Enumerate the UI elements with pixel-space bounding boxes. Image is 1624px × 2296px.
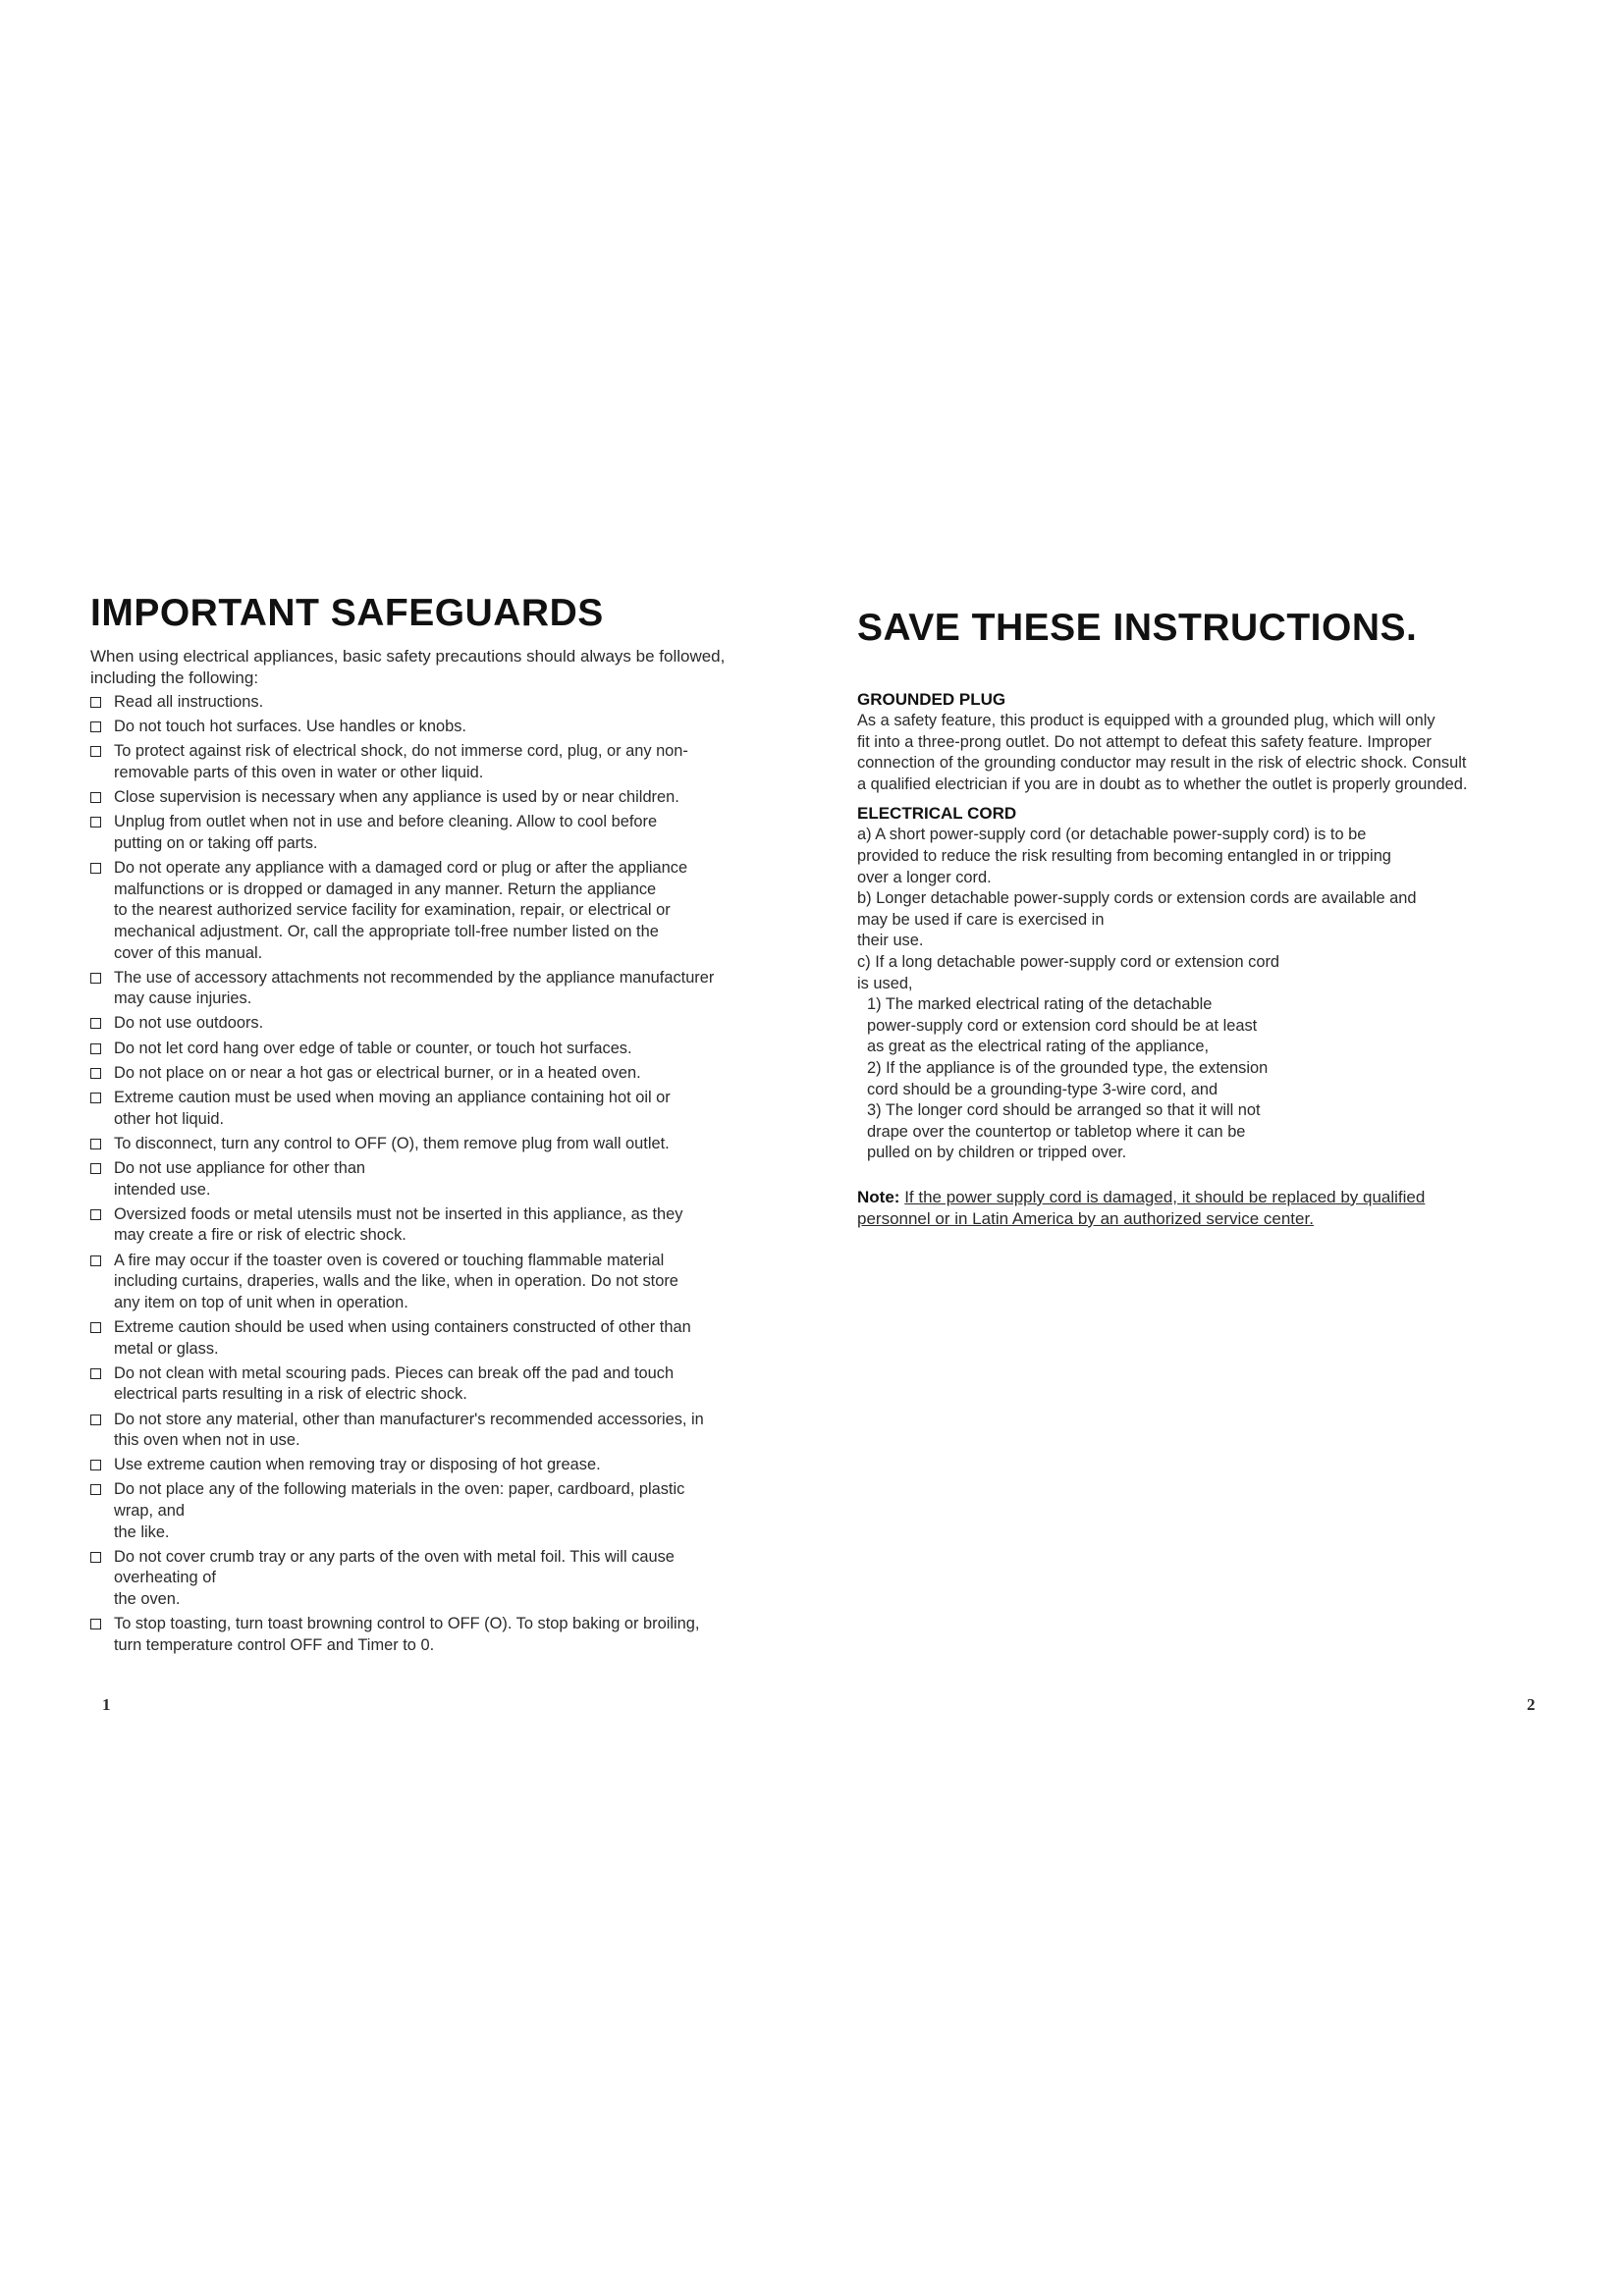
safeguard-item-text: Do not place any of the following materials in the oven: paper, cardboard, plastic wrap, and the like. (114, 1480, 685, 1541)
safeguard-item-text: Extreme caution should be used when using containers constructed of other than metal or glass. (114, 1317, 691, 1358)
right-page (857, 594, 1525, 1230)
checkbox-icon (90, 1619, 101, 1629)
intro-paragraph: When using electrical appliances, basic safety precautions should always be followed, including the following: (90, 647, 726, 687)
safeguard-item-text: The use of accessory attachments not recommended by the appliance manufacturer may cause injuries. (114, 968, 715, 1008)
safeguard-item (90, 1088, 778, 1130)
safeguard-item (90, 812, 778, 854)
safeguard-item (90, 1158, 778, 1201)
checkbox-icon (90, 1018, 101, 1029)
page-number-left: 1 (102, 1695, 111, 1714)
safeguard-item-text: Oversized foods or metal utensils must not be inserted in this appliance, as they may create a fire or risk of electric shock. (114, 1204, 683, 1245)
safeguard-item (90, 1251, 778, 1314)
safeguard-item (90, 717, 778, 738)
note-text-line1: If the power supply cord is damaged, it should be replaced by qualified (904, 1187, 1426, 1206)
cord-sub-item: 2) If the appliance is of the grounded type, the extension cord should be a grounding-type 3-wire cord, and (867, 1058, 1269, 1098)
checkbox-icon (90, 1139, 101, 1149)
safeguard-item (90, 787, 778, 809)
checkbox-icon (90, 1255, 101, 1266)
safeguard-item-text: Do not let cord hang over edge of table or counter, or touch hot surfaces. (114, 1039, 632, 1057)
page-number-right: 2 (1527, 1695, 1536, 1714)
safeguard-item-text: Unplug from outlet when not in use and before cleaning. Allow to cool before putting on or taking off parts. (114, 813, 658, 852)
safeguard-item-text: Do not operate any appliance with a damaged cord or plug or after the appliance malfunctions or is dropped or damaged in any manner. Return the appliance to the nearest authorized service facility for examination, repair, or electrical or mechanical adjustment. Or, call the appropriate toll-free number listed on the cover of this manual. (114, 859, 688, 962)
grounded-plug-heading: GROUNDED PLUG (857, 690, 1006, 709)
safeguard-item (90, 1410, 778, 1452)
safeguard-item-text: Do not touch hot surfaces. Use handles or knobs. (114, 718, 466, 736)
cord-item: c) If a long detachable power-supply cord or extension cord is used, (857, 952, 1280, 992)
cord-item: b) Longer detachable power-supply cords or extension cords are available and may be used if care is exercised in their use. (857, 889, 1417, 950)
safeguard-item (90, 858, 778, 964)
safeguard-item (90, 692, 778, 714)
safeguard-item (90, 968, 778, 1010)
left-page (90, 594, 778, 1660)
checkbox-icon (90, 973, 101, 984)
cord-sub-item: 1) The marked electrical rating of the detachable power-supply cord or extension cord should be at least as great as the electrical rating of the appliance, (867, 995, 1258, 1056)
checkbox-icon (90, 1460, 101, 1470)
checkbox-icon (90, 1093, 101, 1103)
checkbox-icon (90, 817, 101, 828)
safeguard-item-text: Do not cover crumb tray or any parts of the oven with metal foil. This will cause overheating of the oven. (114, 1547, 675, 1609)
safeguard-item-text: To disconnect, turn any control to OFF (O), them remove plug from wall outlet. (114, 1134, 670, 1152)
checkbox-icon (90, 863, 101, 874)
safeguard-item-text: To protect against risk of electrical shock, do not immerse cord, plug, or any non- removable parts of this oven in water or other liquid. (114, 742, 688, 781)
checkbox-icon (90, 1415, 101, 1425)
safeguard-item (90, 1317, 778, 1360)
safeguard-item (90, 1134, 778, 1155)
safeguard-item-text: Do not store any material, other than manufacturer's recommended accessories, in this oven when not in use. (114, 1410, 704, 1450)
safeguard-item-text: Close supervision is necessary when any appliance is used by or near children. (114, 788, 679, 807)
safeguard-item (90, 741, 778, 783)
note (857, 1187, 1525, 1230)
checkbox-icon (90, 1322, 101, 1333)
safeguard-item (90, 1455, 778, 1476)
safeguard-item-text: Do not use outdoors. (114, 1014, 264, 1033)
safeguard-item (90, 1204, 778, 1247)
safeguard-item (90, 1039, 778, 1060)
checkbox-icon (90, 1043, 101, 1054)
safeguard-item-text: Extreme caution must be used when moving an appliance containing hot oil or other hot liquid. (114, 1089, 671, 1128)
safeguard-item-text: Do not clean with metal scouring pads. Pieces can break off the pad and touch electrical parts resulting in a risk of electric shock. (114, 1363, 675, 1404)
safeguard-item-text: A fire may occur if the toaster oven is covered or touching flammable material including curtains, draperies, walls and the like, when in operation. Do not store any item on top of unit when in operation. (114, 1251, 678, 1311)
checkbox-icon (90, 792, 101, 803)
cord-sub-item: 3) The longer cord should be arranged so that it will not drape over the countertop or tabletop where it can be pulled on by children or tripped over. (867, 1101, 1261, 1162)
checkbox-icon (90, 746, 101, 757)
safeguard-item (90, 1547, 778, 1611)
electrical-cord-list (857, 825, 1525, 994)
grounded-plug-text: As a safety feature, this product is equipped with a grounded plug, which will only fit into a three-prong outlet. Do not attempt to defeat this safety feature. Improper connection of the grounding conductor may result in the risk of electric shock. Consult a qualified electrician if you are in doubt as to whether the outlet is properly grounded. (857, 712, 1468, 793)
checkbox-icon (90, 1368, 101, 1379)
checkbox-icon (90, 1068, 101, 1079)
safeguard-item-text: Read all instructions. (114, 693, 264, 711)
checkbox-icon (90, 1484, 101, 1495)
safeguard-item (90, 1013, 778, 1035)
checkbox-icon (90, 721, 101, 732)
safeguard-item-text: Use extreme caution when removing tray or disposing of hot grease. (114, 1456, 601, 1474)
electrical-cord-sub-list (857, 994, 1525, 1164)
note-text-line2: personnel or in Latin America by an authorized service center. (857, 1208, 1314, 1228)
safeguard-item (90, 1479, 778, 1543)
safeguard-item-text: Do not use appliance for other than intended use. (114, 1159, 366, 1199)
page-title: IMPORTANT SAFEGUARDS (90, 592, 604, 634)
checkbox-icon (90, 1552, 101, 1563)
safeguard-item (90, 1063, 778, 1085)
safeguard-list (90, 692, 778, 1656)
cord-item: a) A short power-supply cord (or detachable power-supply cord) is to be provided to reduce the risk resulting from becoming entangled in or tripping over a longer cord. (857, 826, 1391, 886)
safeguard-item (90, 1363, 778, 1406)
note-label: Note: (857, 1187, 900, 1206)
checkbox-icon (90, 1163, 101, 1174)
safeguard-item-text: To stop toasting, turn toast browning control to OFF (O). To stop baking or broiling, turn temperature control OFF and Timer to 0. (114, 1615, 700, 1654)
checkbox-icon (90, 1209, 101, 1220)
checkbox-icon (90, 697, 101, 708)
safeguard-item (90, 1614, 778, 1656)
electrical-cord-heading: ELECTRICAL CORD (857, 804, 1017, 824)
save-instructions-title: SAVE THESE INSTRUCTIONS. (857, 607, 1418, 649)
safeguard-item-text: Do not place on or near a hot gas or electrical burner, or in a heated oven. (114, 1063, 641, 1082)
